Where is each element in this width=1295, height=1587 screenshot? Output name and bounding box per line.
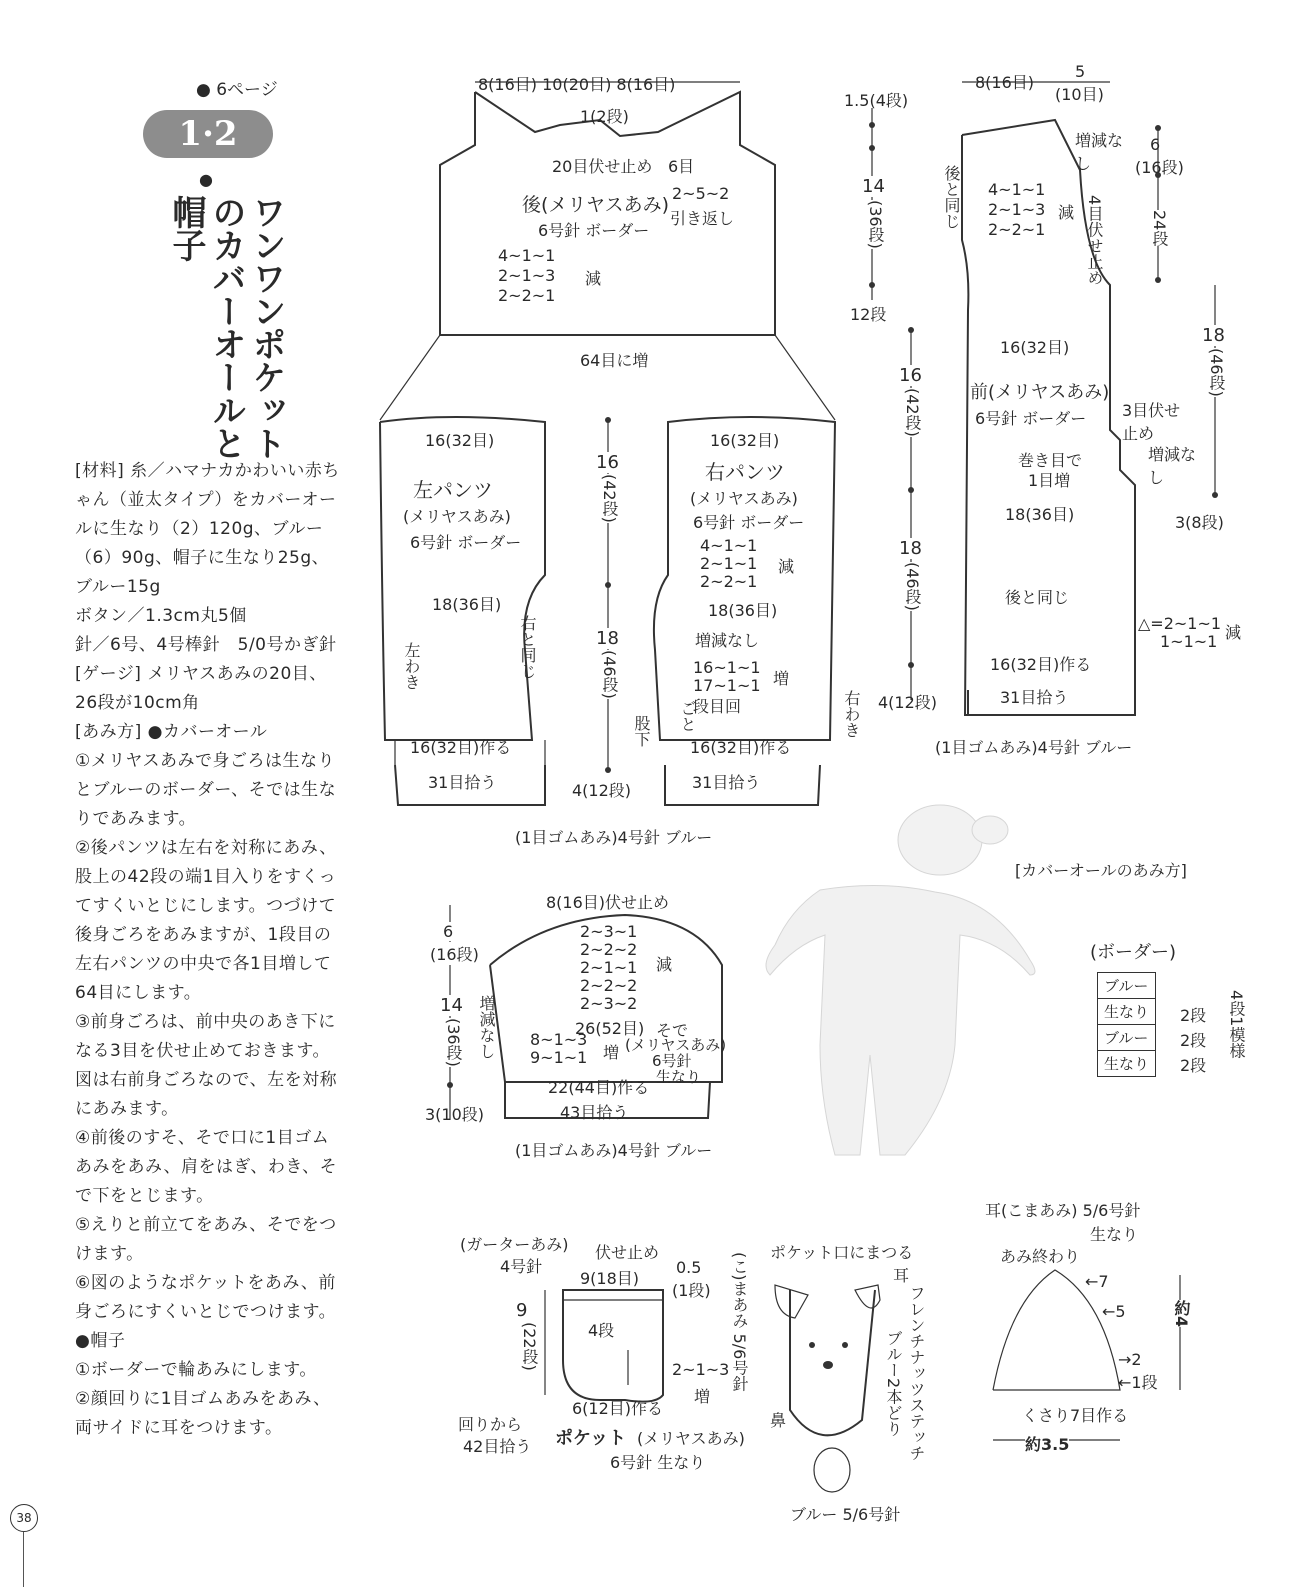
sleeve-nochange: 増減なし xyxy=(477,995,496,1059)
right-pants-dec-label: 減 xyxy=(778,557,795,576)
front-six: 6 xyxy=(1150,135,1161,154)
front-dec-1: 4~1~1 xyxy=(988,180,1046,199)
instruction-paragraph: ⑥図のようなポケットをあみ、前身ごろにすくいとじでつけます。 xyxy=(75,1273,337,1322)
front-three: 3(8段) xyxy=(1175,513,1224,532)
front-wrap: 巻き目で xyxy=(1018,451,1083,470)
pocket-needle: 6号針 生なり xyxy=(610,1453,706,1472)
coverall-photo-placeholder xyxy=(766,805,1035,1155)
back-bindoff: 20目伏せ止め xyxy=(552,157,653,176)
pocket-four-rows: 4段 xyxy=(588,1321,615,1340)
right-pants-cast: 16(32目)作る xyxy=(690,738,792,757)
pocket-garter: (ガーターあみ) xyxy=(460,1235,569,1254)
back-short-rows-label: 引き返し xyxy=(670,209,735,228)
front-dec-label: 減 xyxy=(1058,203,1075,222)
instruction-paragraph: ①ボーダーで輪あみにします。 xyxy=(75,1360,317,1380)
front-eighteen: 18 xyxy=(1202,325,1225,346)
left-pants-stitch: (メリヤスあみ) xyxy=(403,507,511,526)
instruction-paragraph: 針／6号、4号棒針 5/0号かぎ針 xyxy=(75,635,337,655)
back-dec-3: 2~2~1 xyxy=(498,286,556,305)
back-dec-1: 4~1~1 xyxy=(498,246,556,265)
sleeve-dec-3: 2~1~1 xyxy=(580,958,638,977)
sleeve-needle: 6号針 xyxy=(652,1052,692,1070)
front-same-back2: 後と同じ xyxy=(1005,588,1070,607)
pocket-french2: ブルー2本どり xyxy=(884,1330,903,1437)
right-pants-dec-2: 2~1~1 xyxy=(700,554,758,573)
side-dim-b: 14 xyxy=(862,176,885,197)
front-top-c: (10目) xyxy=(1055,85,1104,104)
side-dim-c: 12段 xyxy=(850,305,887,324)
ear-row-7: ←7 xyxy=(1085,1272,1109,1291)
border-table xyxy=(1097,972,1156,1077)
mid-dim-b-rows: (46段) xyxy=(600,650,619,699)
instruction-paragraph: [あみ方] ●カバーオール xyxy=(75,722,268,742)
left-pants-same: 右と同じ xyxy=(518,615,537,679)
front-needle: 6号針 ボーダー xyxy=(975,409,1087,428)
right-pants-every: 段目回 xyxy=(693,697,742,716)
left-pants-pick: 31目拾う xyxy=(428,773,497,792)
pocket-nose: 鼻 xyxy=(770,1411,787,1430)
border-count: 2段 xyxy=(1180,1056,1207,1075)
pocket-ear: 耳 xyxy=(893,1266,910,1285)
photo-caption: [カバーオールのあみ方] xyxy=(1015,861,1187,880)
border-count: 2段 xyxy=(1180,1031,1207,1050)
front-triangle-dec-2: 1~1~1 xyxy=(1160,632,1218,651)
ear-row-2: →2 xyxy=(1118,1350,1142,1369)
back-increase: 64目に増 xyxy=(580,348,648,371)
front-dec-2: 2~1~3 xyxy=(988,200,1046,219)
instruction-paragraph: ④前後のすそ、そで口に1目ゴムあみをあみ、肩をはぎ、わき、そで下をとじます。 xyxy=(75,1128,338,1206)
front-sixteen-rows: (42段) xyxy=(903,388,922,437)
front-bind4: 4目伏せ止め xyxy=(1085,195,1104,286)
right-pants-mid: 18(36目) xyxy=(708,601,778,620)
right-pants-inc-label: 増 xyxy=(773,669,790,688)
left-pants-width: 16(32目) xyxy=(425,431,495,450)
back-dec-label: 減 xyxy=(585,269,602,288)
left-pants-mid: 18(36目) xyxy=(432,595,502,614)
front-cast: 16(32目)作る xyxy=(990,655,1092,674)
right-pants-stitch: (メリヤスあみ) xyxy=(690,489,798,508)
sleeve-dec-1: 2~3~1 xyxy=(580,922,638,941)
front-top-a: 8(16目) xyxy=(975,73,1035,92)
page-number: 38 xyxy=(10,1504,38,1532)
sleeve-inc-2: 9~1~1 xyxy=(530,1048,588,1067)
sleeve-title: そで xyxy=(656,1021,689,1040)
side-dim-a: 1.5(4段) xyxy=(844,91,909,110)
front-width: 16(32目) xyxy=(1000,335,1069,358)
front-mid: 18(36目) xyxy=(1005,505,1075,524)
right-pants-pick: 31目拾う xyxy=(692,773,761,792)
back-six-stitches: 6目 xyxy=(668,157,695,176)
back-needle: 6号針 ボーダー xyxy=(538,221,650,240)
pocket-stitch: (メリヤスあみ) xyxy=(637,1429,745,1448)
front-24: 24段 xyxy=(1150,210,1169,247)
pocket-needle4: 4号針 xyxy=(500,1257,543,1276)
border-row-label: 生なり xyxy=(1098,1051,1156,1077)
pocket-sew: ポケット口にまつる xyxy=(770,1243,914,1262)
pocket-around2: 42目拾う xyxy=(463,1437,532,1456)
front-ribbing: (1目ゴムあみ)4号針 ブルー xyxy=(935,738,1133,757)
mid-dim-a-rows: (42段) xyxy=(600,474,619,523)
sleeve-fourteen: 14 xyxy=(440,995,463,1016)
sleeve-ribbing: (1目ゴムあみ)4号針 ブルー xyxy=(515,1141,713,1160)
front-triangle-label: 減 xyxy=(1225,623,1242,642)
back-top-dims: 8(16目) 10(20目) 8(16目) xyxy=(478,75,676,94)
front-nochange2: 増減なし xyxy=(1148,445,1197,487)
left-pants-side: 左わき xyxy=(402,642,421,690)
side-dim-b-rows: (36段) xyxy=(866,200,885,249)
right-pants-width: 16(32目) xyxy=(710,431,780,450)
mid-dim-b: 18 xyxy=(596,628,619,649)
sleeve-three: 3(10段) xyxy=(425,1105,485,1124)
border-row-label: 生なり xyxy=(1098,999,1156,1025)
back-title: 後(メリヤスあみ) xyxy=(522,194,670,216)
pocket-nine-rows: (22段) xyxy=(520,1322,539,1371)
instruction-paragraph: ①メリヤスあみで身ごろは生なりとブルーのボーダー、そでは生なりであみます。 xyxy=(75,751,337,829)
right-pants-crotch: 股下 xyxy=(632,715,651,747)
right-pants-nochange: 増減なし xyxy=(695,631,760,650)
front-eighteenb-rows: (46段) xyxy=(903,562,922,611)
front-dec-3: 2~2~1 xyxy=(988,220,1046,239)
front-four: 4(12段) xyxy=(878,693,938,712)
border-count: 2段 xyxy=(1180,1006,1207,1025)
pocket-half-rows: (1段) xyxy=(672,1281,711,1300)
pocket-crochet: (こ)まあみ 5/6号針 xyxy=(730,1252,749,1392)
page-reference: ● 6ページ xyxy=(196,80,278,100)
mid-dim-a: 16 xyxy=(596,452,619,473)
sleeve-six-rows: (16段) xyxy=(430,942,479,965)
border-repeat: 4段1模様 xyxy=(1227,990,1246,1059)
pocket-title: ポケット xyxy=(555,1428,627,1449)
front-eighteen-rows: (46段) xyxy=(1207,348,1226,397)
sleeve-width: 26(52目) xyxy=(575,1019,645,1038)
instruction-paragraph: ⑤えりと前立てをあみ、そでをつけます。 xyxy=(75,1215,337,1264)
sleeve-dec-4: 2~2~2 xyxy=(580,976,638,995)
sleeve-inc-1: 8~1~3 xyxy=(530,1030,588,1049)
pocket-cast: 6(12目)作る xyxy=(572,1399,664,1418)
pocket-french: フレンチナッツステッチ xyxy=(907,1285,926,1461)
border-row-label: ブルー xyxy=(1098,1025,1156,1051)
sleeve-inc-label: 増 xyxy=(603,1043,620,1062)
ear-row-1: ←1段 xyxy=(1118,1373,1158,1392)
back-neck-rows: 1(2段) xyxy=(580,107,629,126)
pocket-inc: 2~1~3 xyxy=(672,1360,730,1379)
pocket-width: 9(18目) xyxy=(580,1269,640,1288)
left-pants-title: 左パンツ xyxy=(413,478,493,502)
ear-row-5: ←5 xyxy=(1102,1302,1126,1321)
pocket-bindoff: 伏せ止め xyxy=(595,1243,660,1262)
right-pants-title: 右パンツ xyxy=(705,460,785,484)
border-row-label: ブルー xyxy=(1098,973,1156,999)
sleeve-dec-5: 2~3~2 xyxy=(580,994,638,1013)
pants-ribbing: (1目ゴムあみ)4号針 ブルー xyxy=(515,828,713,847)
sleeve-cast: 22(44目)作る xyxy=(548,1078,650,1097)
front-nochange: 増減なし xyxy=(1075,131,1124,173)
front-bind3: 3目伏せ止め xyxy=(1122,401,1181,443)
mid-dim-c: 4(12段) xyxy=(572,781,632,800)
pocket-hook: ブルー 5/6号針 xyxy=(790,1505,901,1524)
pocket-around: 回りから xyxy=(458,1415,523,1434)
front-eighteenb: 18 xyxy=(899,538,922,559)
front-pick: 31目拾う xyxy=(1000,688,1069,707)
right-pants-dec-1: 4~1~1 xyxy=(700,536,758,555)
front-same-back: 後と同じ xyxy=(942,165,961,229)
border-title: (ボーダー) xyxy=(1090,942,1177,963)
instruction-paragraph: ③前身ごろは、前中央のあき下になる3目を伏せ止めておきます。図は右前身ごろなので、左を対称にあみます。 xyxy=(75,1012,338,1119)
ear-approx-35: 約3.5 xyxy=(1025,1432,1069,1455)
front-sixteen: 16 xyxy=(899,365,922,386)
front-wrap2: 1目増 xyxy=(1028,471,1071,490)
left-pants-cast: 16(32目)作る xyxy=(410,738,512,757)
sleeve-six: 6 xyxy=(443,922,454,941)
right-pants-inc-2: 17~1~1 xyxy=(693,676,761,695)
right-pants-dec-3: 2~2~1 xyxy=(700,572,758,591)
pocket-nine: 9 xyxy=(516,1300,528,1321)
front-six-rows: (16段) xyxy=(1135,158,1184,177)
sleeve-color: 生なり xyxy=(656,1068,702,1086)
back-dec-2: 2~1~3 xyxy=(498,266,556,285)
left-pants-needle: 6号針 ボーダー xyxy=(410,533,522,552)
instruction-paragraph: ②後パンツは左右を対称にあみ、股上の42段の端1目入りをすくってすくいとじにします。つづけて後身ごろをあみますが、1段目の左右パンツの中央で各1目増して64目にします。 xyxy=(75,838,337,1003)
instruction-paragraph: [ゲージ] メリヤスあみの20目、26段が10cm角 xyxy=(75,664,327,713)
front-triangle-dec-1: △=2~1~1 xyxy=(1138,614,1222,633)
page-title: ワンワンポケットのカバーオールと帽子 xyxy=(166,195,286,459)
instruction-paragraph: ②顔回りに1目ゴムあみをあみ、両サイドに耳をつけます。 xyxy=(75,1389,331,1438)
ear-approx-4: 約4 xyxy=(1172,1300,1191,1328)
right-pants-inc-1: 16~1~1 xyxy=(693,658,761,677)
instruction-paragraph: [材料] 糸／ハマナカかわいい赤ちゃん（並太タイプ）をカバーオールに生なり（2）120g、ブルー（6）90g、帽子に生なり25g、ブルー15g xyxy=(75,461,340,597)
sleeve-stitch: (メリヤスあみ) xyxy=(625,1036,727,1054)
right-pants-every2: ごと xyxy=(678,700,697,732)
right-pants-side: 右わき xyxy=(842,690,861,738)
ear-title: 耳(こまあみ) 5/6号針 xyxy=(985,1201,1141,1220)
instruction-paragraph: ●帽子 xyxy=(75,1331,126,1351)
right-pants-needle: 6号針 ボーダー xyxy=(693,513,805,532)
ear-color: 生なり xyxy=(1090,1225,1139,1244)
pocket-inc-label: 増 xyxy=(694,1387,711,1406)
sleeve-dec-2: 2~2~2 xyxy=(580,940,638,959)
back-short-rows: 2~5~2 xyxy=(672,184,730,203)
pattern-number-badge: 1·2 xyxy=(143,110,273,158)
sleeve-dec-label: 減 xyxy=(656,955,673,974)
sleeve-top: 8(16目)伏せ止め xyxy=(546,893,670,912)
front-title: 前(メリヤスあみ) xyxy=(970,382,1110,403)
sleeve-fourteen-rows: (36段) xyxy=(444,1018,463,1067)
sleeve-pick: 43目拾う xyxy=(560,1103,629,1122)
ear-chain: くさり7目作る xyxy=(1022,1406,1129,1425)
front-top-b: 5 xyxy=(1075,62,1086,81)
title-bullet: ● xyxy=(199,170,213,189)
pocket-half: 0.5 xyxy=(676,1258,702,1277)
ear-end: あみ終わり xyxy=(1000,1247,1081,1266)
instruction-paragraph: ボタン／1.3cm丸5個 xyxy=(75,606,247,626)
